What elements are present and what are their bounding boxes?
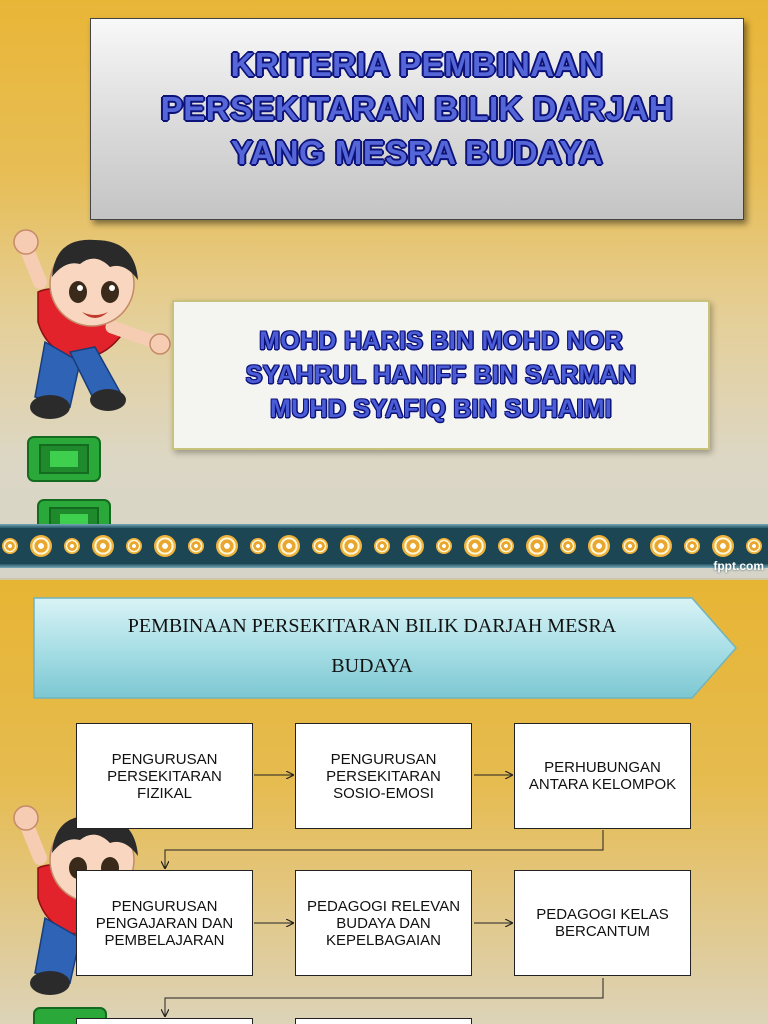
- band-ornament: [126, 538, 142, 554]
- band-ornament: [188, 538, 204, 554]
- flow-box-partial: [76, 1018, 253, 1024]
- cartoon-boy-illustration: [0, 222, 180, 572]
- author-name: MUHD SYAFIQ BIN SUHAIMI: [269, 395, 613, 423]
- flow-box-label: PENGURUSAN PERSEKITARAN SOSIO-EMOSI: [326, 750, 441, 802]
- banner-line: PEMBINAAN PERSEKITARAN BILIK DARJAH MESRA: [127, 615, 617, 637]
- names-box: [172, 300, 710, 450]
- title-line: KRITERIA PEMBINAAN: [230, 46, 604, 83]
- decorative-band: [0, 524, 768, 568]
- band-ornament: [216, 535, 238, 557]
- flow-box-label: PERHUBUNGAN ANTARA KELOMPOK: [528, 759, 677, 793]
- band-ornament: [2, 538, 18, 554]
- flow-box-pengajaran: [76, 870, 253, 976]
- band-ornament: [746, 538, 762, 554]
- band-ornament: [250, 538, 266, 554]
- band-ornament: [436, 538, 452, 554]
- author-name: MOHD HARIS BIN MOHD NOR: [259, 327, 623, 355]
- author-name: SYAHRUL HANIFF BIN SARMAN: [245, 361, 637, 389]
- title-line: PERSEKITARAN BILIK DARJAH: [160, 90, 674, 127]
- band-ornament: [64, 538, 80, 554]
- arrow-3-4: [165, 830, 603, 868]
- band-ornament: [622, 538, 638, 554]
- flow-box-pedagogi-relevan: [295, 870, 472, 976]
- flow-box-label: PEDAGOGI RELEVAN BUDAYA DAN KEPELBAGAIAN: [306, 897, 461, 949]
- band-ornament: [464, 535, 486, 557]
- band-ornament: [340, 535, 362, 557]
- band-ornament: [30, 535, 52, 557]
- flow-box-label: PENGURUSAN PENGAJARAN DAN PEMBELAJARAN: [95, 897, 234, 949]
- flow-box-label: PENGURUSAN PERSEKITARAN FIZIKAL: [107, 750, 222, 802]
- band-ornament: [712, 535, 734, 557]
- band-ornament: [684, 538, 700, 554]
- slide-2: [0, 580, 768, 1024]
- banner-line: BUDAYA: [331, 655, 413, 677]
- band-ornament: [650, 535, 672, 557]
- slide-title: [161, 43, 673, 175]
- band-ornament: [526, 535, 548, 557]
- flow-box-fizikal: [76, 723, 253, 829]
- band-ornament: [560, 538, 576, 554]
- flow-box-kelas-bercantum: [514, 870, 691, 976]
- flow-box-sosio-emosi: [295, 723, 472, 829]
- band-ornament: [278, 535, 300, 557]
- band-ornament: [312, 538, 328, 554]
- title-line: YANG MESRA BUDAYA: [230, 134, 604, 171]
- band-ornament: [92, 535, 114, 557]
- band-ornament: [498, 538, 514, 554]
- band-ornament: [402, 535, 424, 557]
- band-inner: [0, 528, 768, 564]
- title-box: [90, 18, 744, 220]
- watermark-text: fppt.com: [713, 559, 764, 573]
- flow-box-label: PEDAGOGI KELAS BERCANTUM: [536, 906, 669, 940]
- arrow-6-next: [165, 978, 603, 1016]
- band-ornament: [154, 535, 176, 557]
- band-ornament: [588, 535, 610, 557]
- flow-box-perhubungan: [514, 723, 691, 829]
- flow-box-partial: [295, 1018, 472, 1024]
- band-ornament: [374, 538, 390, 554]
